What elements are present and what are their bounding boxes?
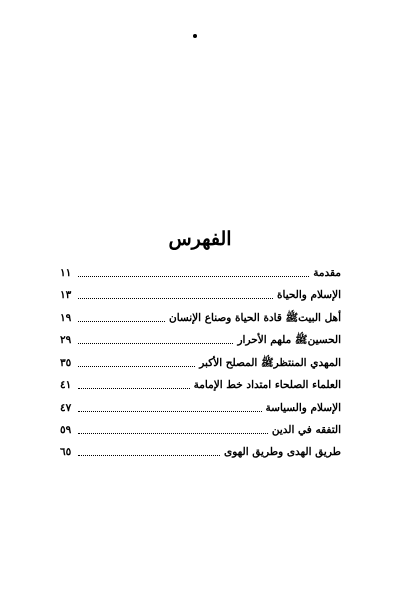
toc-entry[interactable] — [60, 280, 341, 302]
toc-entry-page: ٢٩ — [60, 334, 72, 346]
toc-leader-dots — [78, 433, 268, 434]
toc-entry-page: ١١ — [60, 267, 72, 279]
toc-entry-title: أهل البيتﷺ قادة الحياة وصناع الإنسان — [168, 312, 341, 324]
toc-leader-dots — [78, 343, 233, 344]
toc-entry[interactable] — [60, 258, 341, 280]
toc-entry-title: المهدي المنتظرﷺ المصلح الأكبر — [199, 357, 341, 369]
toc-entry-title: مقدمة — [313, 267, 341, 279]
toc-entry-title: طريق الهدى وطريق الهوى — [224, 446, 341, 458]
table-of-contents — [60, 258, 341, 459]
toc-entry-page: ٤١ — [60, 379, 72, 391]
page-dot-mark — [193, 34, 197, 38]
toc-entry[interactable] — [60, 437, 341, 459]
page-title: الفهرس — [168, 228, 232, 250]
toc-leader-dots — [78, 298, 273, 299]
toc-entry-title: التفقه في الدين — [271, 424, 341, 436]
toc-entry-page: ١٩ — [60, 312, 72, 324]
toc-entry-page: ٥٩ — [60, 424, 72, 436]
toc-leader-dots — [78, 366, 195, 367]
toc-entry-page: ٦٥ — [60, 446, 72, 458]
toc-entry[interactable] — [60, 302, 341, 325]
toc-leader-dots — [78, 411, 262, 412]
toc-leader-dots — [78, 321, 165, 322]
toc-leader-dots — [78, 388, 190, 389]
toc-entry-title: الحسينﷺ ملهم الأحرار — [237, 334, 341, 346]
toc-entry[interactable] — [60, 415, 341, 437]
toc-entry-title: الإسلام والحياة — [277, 289, 341, 301]
toc-entry[interactable] — [60, 392, 341, 415]
toc-entry[interactable] — [60, 325, 341, 347]
toc-entry-page: ٤٧ — [60, 402, 72, 414]
toc-entry-title: العلماء الصلحاء امتداد خط الإمامة — [193, 379, 341, 391]
toc-entry-page: ١٣ — [60, 289, 72, 301]
toc-entry[interactable] — [60, 370, 341, 392]
toc-entry-page: ٣٥ — [60, 357, 72, 369]
toc-entry-title: الإسلام والسياسة — [265, 402, 341, 414]
toc-leader-dots — [78, 455, 220, 456]
toc-entry[interactable] — [60, 347, 341, 370]
toc-leader-dots — [78, 276, 309, 277]
